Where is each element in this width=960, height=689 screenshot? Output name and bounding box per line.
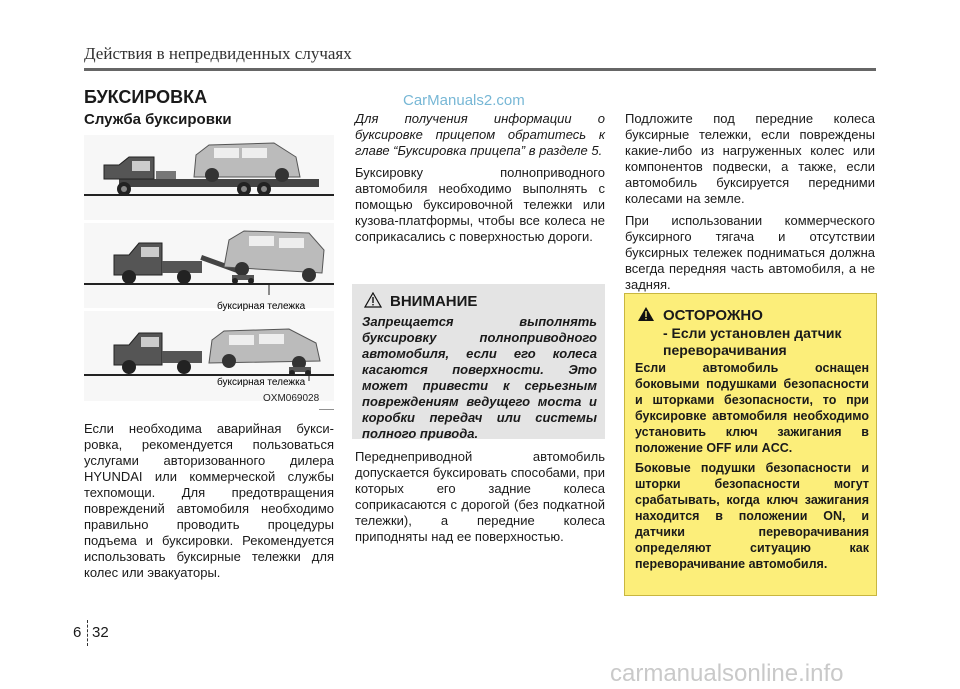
towing-illustration-svg <box>84 135 334 410</box>
caution-triangle-icon <box>637 306 657 326</box>
dolly-usage-paragraph: Подложите под передние колеса буксирные тележки, если повреждены какие-либо из нагруженных колес или компонентов подвески, а также, если автомобиль буксируется передними колесами на земле. <box>625 111 875 206</box>
fwd-towing-paragraph: Переднеприводной автомобиль допускается буксировать способами, при которых его задние колеса соприкасаются с дорогой (без подкатной тележки), а передние колеса приподняты над ее поверхностью. <box>355 449 605 544</box>
dolly-label-2: буксирная тележка <box>217 377 306 388</box>
page-number <box>0 624 960 642</box>
towing-intro-paragraph: Если необходима аварийная букси-ровка, рекомендуется пользоваться услугами авторизованного дилера HYUNDAI или коммерческой службы техпомощи. Для предотвращения повреждений автомобиля необходимо правильно проводить процедуры подъема и буксировки. Рекомендуется использовать буксирные тележки для колес или эвакуаторы. <box>84 421 334 580</box>
caution-box <box>624 293 877 596</box>
commercial-tow-paragraph: При использовании коммерческого буксирного тягача и отсутствии буксирных тележек подниматься должна всегда передняя часть автомобиля, а не задняя. <box>625 213 875 292</box>
left-column <box>84 421 334 587</box>
page-header-title: Действия в непредвиденных случаях <box>84 44 352 63</box>
warning-heading <box>364 292 477 312</box>
dolly-label-1: буксирная тележка <box>217 301 306 312</box>
caution-text <box>635 360 869 576</box>
warning-text: Запрещается выполнять буксировку полноприводного автомобиля, если его колеса касаются поверхности. Это может привести к серьезным повреждениям ведущего моста и коробки передач или системы полного привода. <box>362 314 597 441</box>
awd-towing-paragraph: Буксировку полноприводного автомобиля необходимо выполнять с помощью буксировочной тележки или кузова-платформы, чтобы все колеса не соприкасались с поверхностью дороги. <box>355 165 605 244</box>
towing-illustration <box>84 135 334 410</box>
caution-heading <box>637 306 763 326</box>
warning-box <box>352 284 605 439</box>
right-column <box>625 111 875 299</box>
section-title: БУКСИРОВКА <box>84 87 208 107</box>
caution-title: ОСТОРОЖНО <box>663 307 763 324</box>
page-number-value: 32 <box>92 624 109 641</box>
warning-title: ВНИМАНИЕ <box>390 293 478 310</box>
figure-code: OXM069028 <box>263 393 320 404</box>
warning-triangle-icon <box>364 292 384 312</box>
chapter-number: 6 <box>73 624 82 641</box>
subsection-title: Служба буксировки <box>84 111 232 128</box>
caution-text-1: Если автомобиль оснащен боковыми подушками безопасности и шторками безопасности, то при буксировке автомобиля необходимо установить ключ зажигания в положение OFF или ACC. <box>635 361 869 455</box>
watermark-top: CarManuals2.com <box>403 92 525 109</box>
header-rule <box>84 68 876 71</box>
trailer-towing-note: Для получения информации о буксировке прицепом обратитесь к главе “Буксировка прицепа” в разделе 5. <box>355 111 605 158</box>
caution-text-2: Боковые подушки безопасности и шторки безопасности могут срабатывать, когда ключ зажигания находится в положении ON, и датчики переворачивания определяют ситуацию как переворачивание автомобиля. <box>635 461 869 571</box>
suv-car-icon <box>194 143 300 182</box>
page-number-separator <box>87 620 89 646</box>
caution-subtitle: - Если установлен датчик переворачивания <box>663 325 842 358</box>
watermark-bottom: carmanualsonline.info <box>610 660 844 687</box>
